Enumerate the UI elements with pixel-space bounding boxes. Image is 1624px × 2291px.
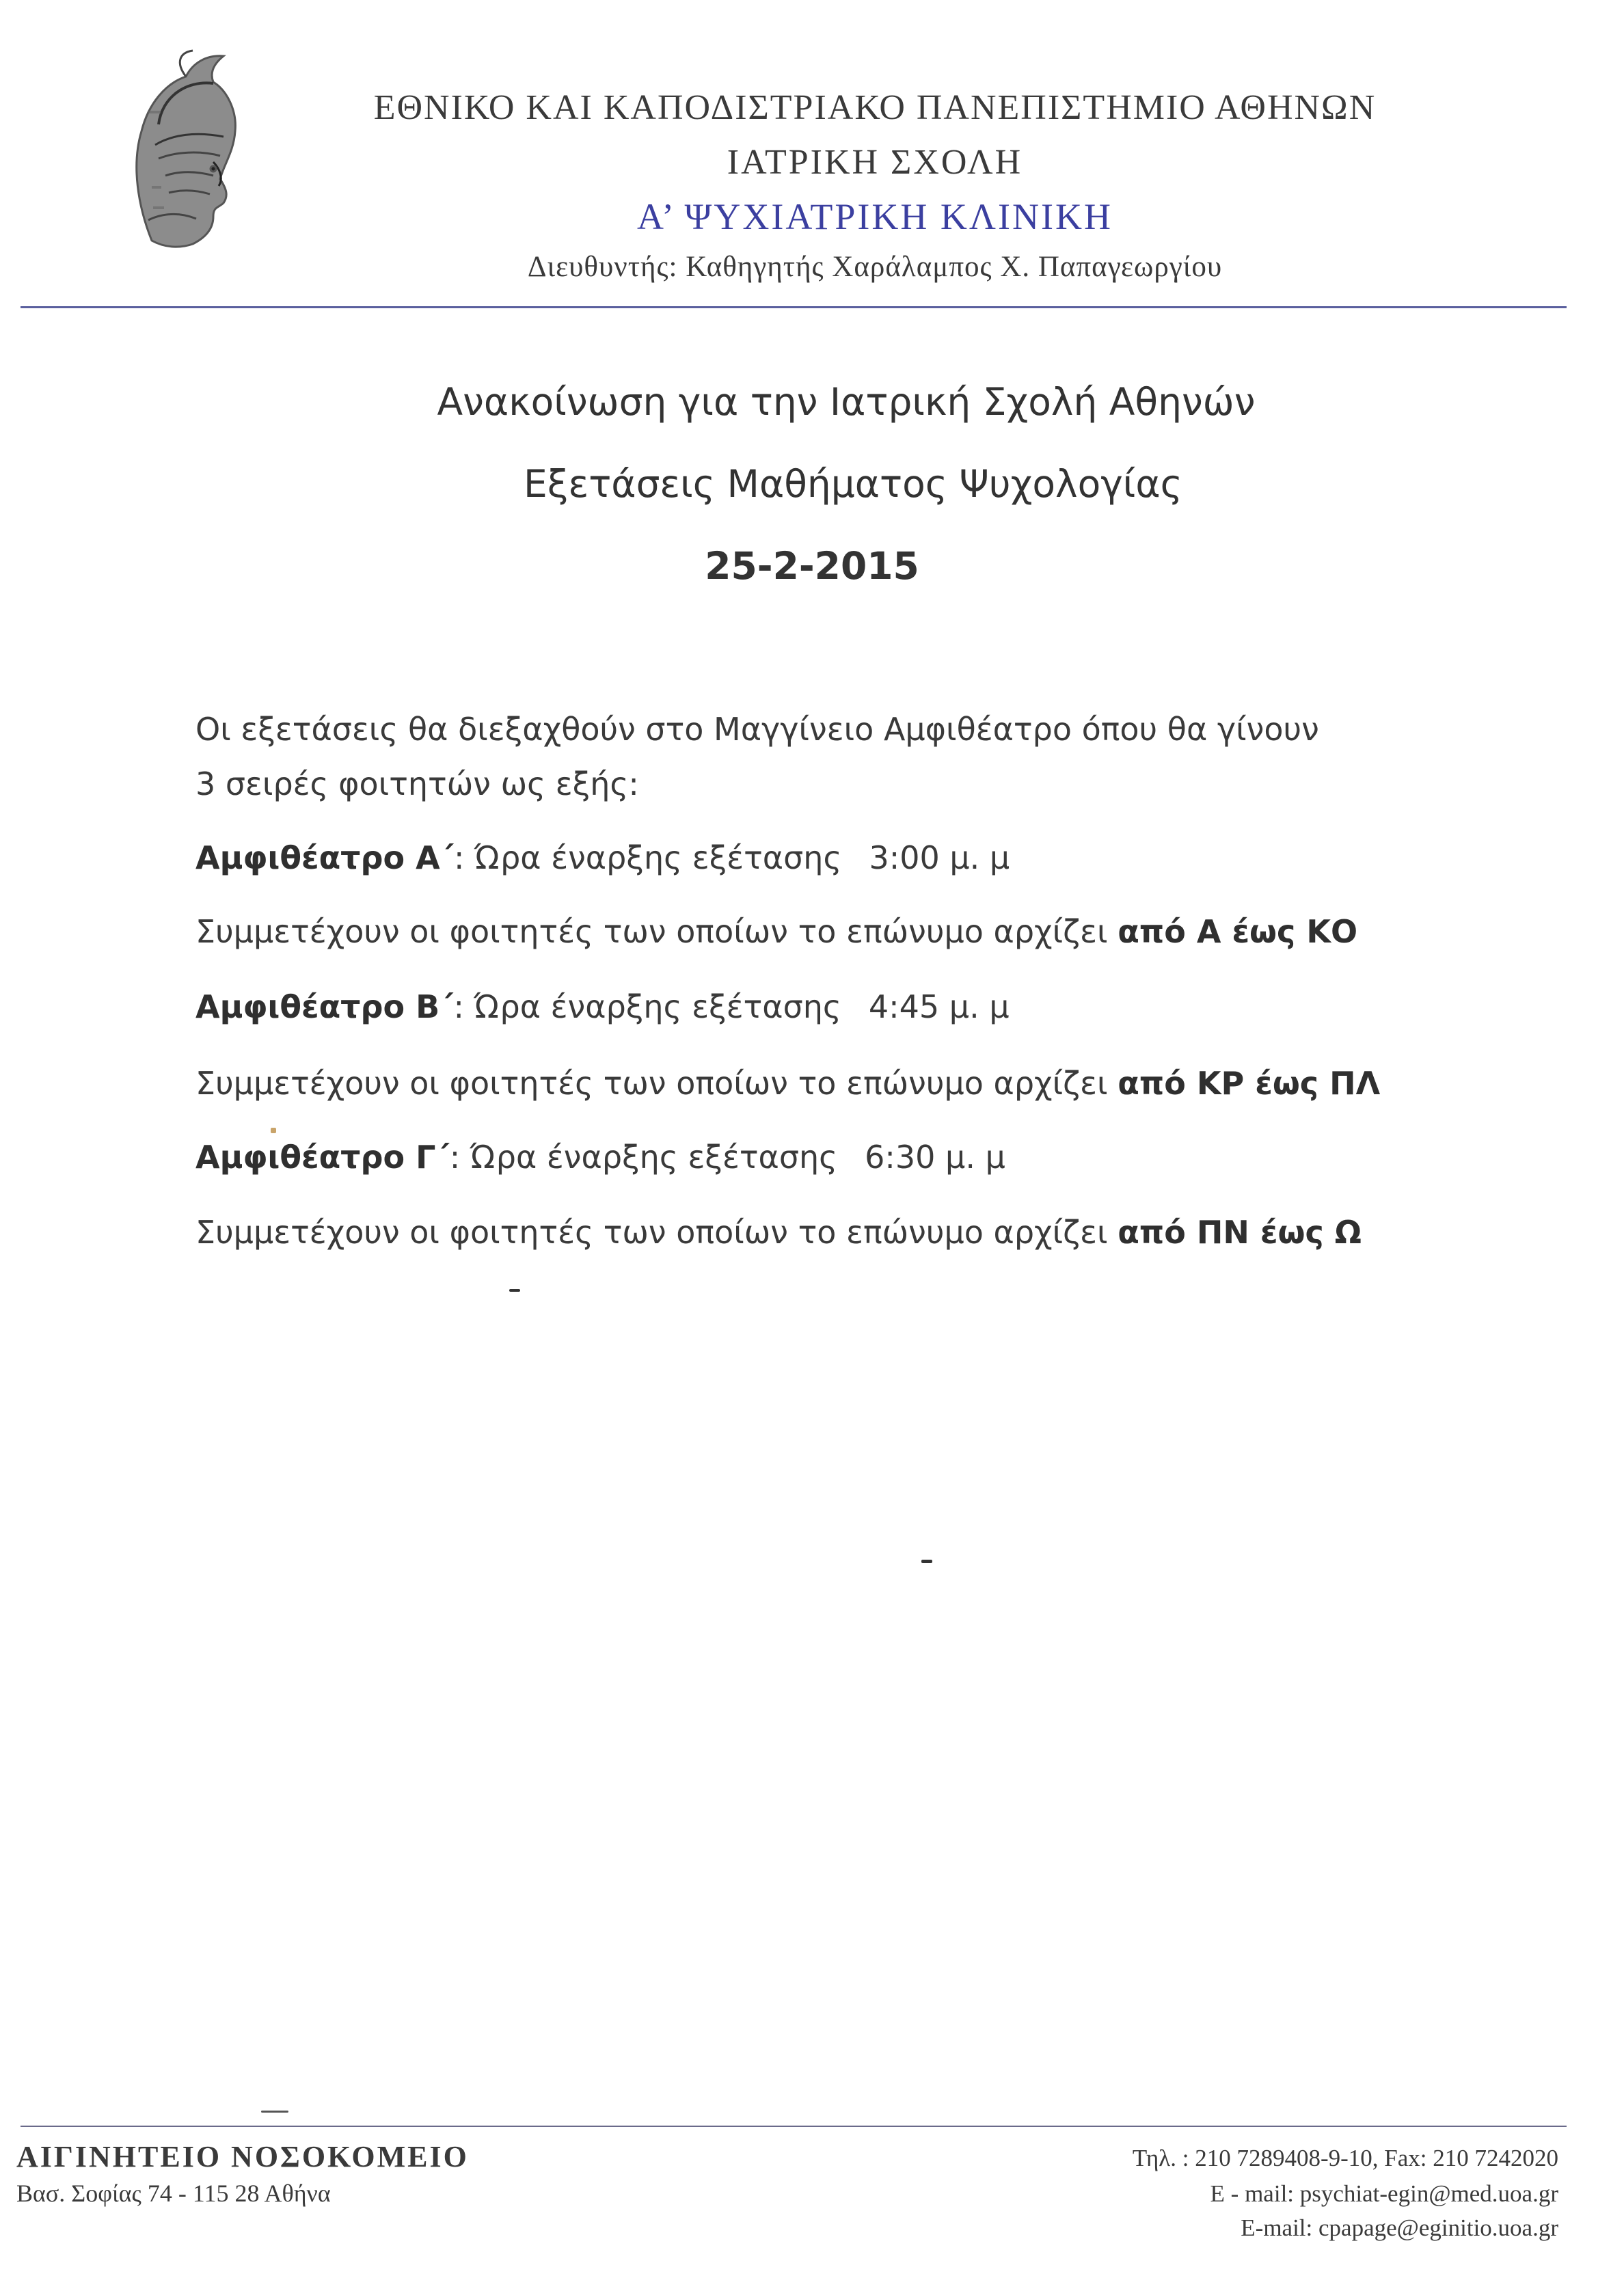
surname-range: από ΚΡ έως ΠΛ bbox=[1118, 1065, 1381, 1102]
intro-line-2: 3 σειρές φοιτητών ως εξής: bbox=[195, 765, 639, 802]
scan-speck bbox=[509, 1289, 520, 1292]
session-time-label: : Ώρα έναρξης εξέτασης bbox=[453, 988, 841, 1025]
hospital-address: Βασ. Σοφίας 74 - 115 28 Αθήνα bbox=[16, 2180, 331, 2207]
session-b-participants bbox=[195, 1065, 1380, 1102]
session-c-time bbox=[195, 1139, 1005, 1176]
contact-email-2[interactable]: E-mail: cpapage@eginitio.uoa.gr bbox=[1241, 2214, 1558, 2241]
session-time: 4:45 μ. μ bbox=[868, 988, 1010, 1025]
footer-divider bbox=[21, 2126, 1567, 2127]
participants-text: Συμμετέχουν οι φοιτητές των οποίων το επώνυμο αρχίζει bbox=[195, 913, 1118, 950]
participants-text: Συμμετέχουν οι φοιτητές των οποίων το επώνυμο αρχίζει bbox=[195, 1214, 1118, 1251]
contact-phone: Τηλ. : 210 7289408-9-10, Fax: 210 7242020 bbox=[1132, 2145, 1558, 2171]
scan-speck bbox=[261, 2111, 288, 2113]
clinic-name: Α’ ΨΥΧΙΑΤΡΙΚΗ ΚΛΙΝΙΚΗ bbox=[636, 196, 1113, 237]
session-c-participants bbox=[195, 1214, 1362, 1251]
hospital-name: ΑΙΓΙΝΗΤΕΙΟ ΝΟΣΟΚΟΜΕΙΟ bbox=[16, 2140, 469, 2173]
participants-text: Συμμετέχουν οι φοιτητές των οποίων το επώνυμο αρχίζει bbox=[195, 1065, 1118, 1102]
university-name: ΕΘΝΙΚΟ ΚΑΙ ΚΑΠΟΔΙΣΤΡΙΑΚΟ ΠΑΝΕΠΙΣΤΗΜΙΟ ΑΘΗΝΩΝ bbox=[373, 88, 1377, 127]
announcement-subtitle: Εξετάσεις Μαθήματος Ψυχολογίας bbox=[524, 462, 1182, 506]
school-name: ΙΑΤΡΙΚΗ ΣΧΟΛΗ bbox=[727, 143, 1023, 182]
session-time-label: : Ώρα έναρξης εξέτασης bbox=[453, 839, 842, 876]
session-hall: Αμφιθέατρο Α΄ bbox=[195, 839, 454, 876]
scan-speck bbox=[921, 1560, 932, 1563]
session-hall: Αμφιθέατρο Β΄ bbox=[195, 988, 454, 1025]
session-b-time bbox=[195, 988, 1010, 1025]
session-time-label: : Ώρα έναρξης εξέτασης bbox=[449, 1139, 838, 1176]
director-line: Διευθυντής: Καθηγητής Χαράλαμπος Χ. Παπαγεωργίου bbox=[527, 251, 1223, 283]
header-divider bbox=[21, 306, 1567, 308]
session-a-time bbox=[195, 839, 1010, 876]
surname-range: από ΠΝ έως Ω bbox=[1118, 1214, 1362, 1251]
session-time: 3:00 μ. μ bbox=[869, 839, 1010, 876]
announcement-title: Ανακοίνωση για την Ιατρική Σχολή Αθηνών bbox=[437, 380, 1256, 424]
session-a-participants bbox=[195, 913, 1357, 950]
contact-email-1[interactable]: E - mail: psychiat-egin@med.uoa.gr bbox=[1210, 2180, 1558, 2207]
session-hall: Αμφιθέατρο Γ΄ bbox=[195, 1139, 450, 1176]
athena-helmet-seal-icon bbox=[111, 49, 247, 254]
announcement-date: 25-2-2015 bbox=[705, 544, 919, 588]
intro-line-1: Οι εξετάσεις θα διεξαχθούν στο Μαγγίνειο Αμφιθέατρο όπου θα γίνουν bbox=[195, 711, 1319, 748]
scan-speck bbox=[271, 1128, 276, 1133]
session-time: 6:30 μ. μ bbox=[865, 1139, 1005, 1176]
surname-range: από Α έως ΚΟ bbox=[1118, 913, 1358, 950]
